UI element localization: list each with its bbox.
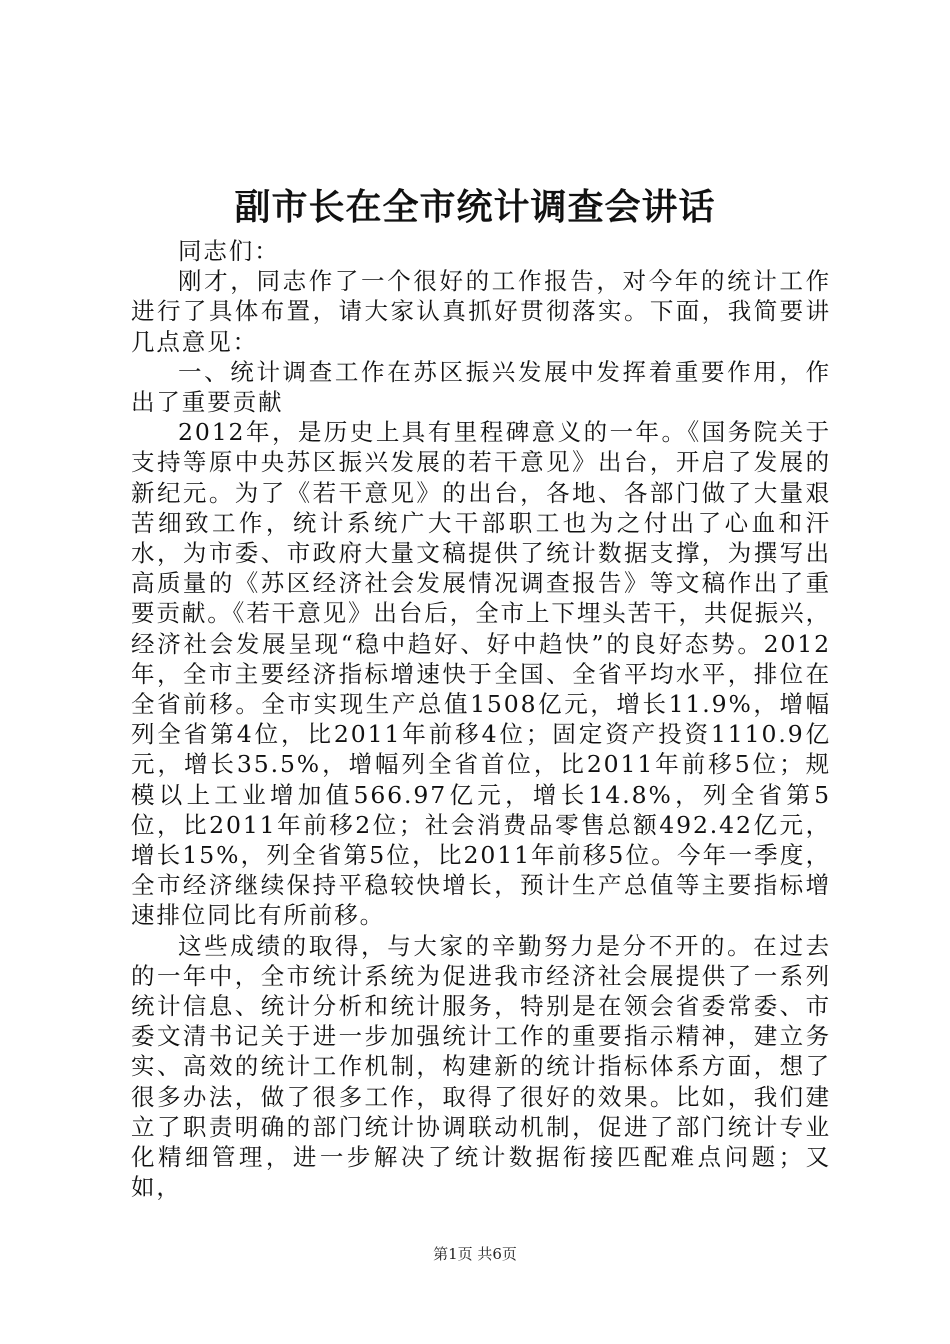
document-title: 副市长在全市统计调查会讲话 (234, 187, 716, 228)
paragraph-achievements: 2012年，是历史上具有里程碑意义的一年。《国务院关于支持等原中央苏区振兴发展的若干意见》出台，开启了发展的新纪元。为了《若干意见》的出台，各地、各部门做了大量艰苦细致工作，统计系统广大干部职工也为之付出了心血和汗水，为市委、市政府大量文稿提供了统计数据支撑，为撰写出高质量的《苏区经济社会发展情况调查报告》等文稿作出了重要贡献。《若干意见》出台后，全市上下埋头苦干，共促振兴，经济社会发展呈现“稳中趋好、好中趋快”的良好态势。2012年，全市主要经济指标增速快于全国、全省平均水平，排位在全省前移。全市实现生产总值1508亿元，增长11.9%，增幅列全省第4位，比2011年前移4位；固定资产投资1110.9亿元，增长35.5%，增幅列全省首位，比2011年前移5位；规模以上工业增加值566.97亿元，增长14.8%，列全省第5位，比2011年前移2位；社会消费品零售总额492.42亿元，增长15%，列全省第5位，比2011年前移5位。今年一季度，全市经济继续保持平稳较快增长，预计生产总值等主要指标增速排位同比有所前移。 (131, 418, 831, 930)
salutation: 同志们： (178, 237, 280, 265)
page-number-footer: 第1页 共6页 (433, 1245, 517, 1263)
section-heading-1: 一、统计调查工作在苏区振兴发展中发挥着重要作用，作出了重要贡献 (131, 357, 831, 417)
document-body (131, 236, 831, 1203)
paragraph-intro: 刚才，同志作了一个很好的工作报告，对今年的统计工作进行了具体布置，请大家认真抓好贯彻落实。下面，我简要讲几点意见： (131, 267, 831, 356)
paragraph-efforts: 这些成绩的取得，与大家的辛勤努力是分不开的。在过去的一年中，全市统计系统为促进我市经济社会展提供了一系列统计信息、统计分析和统计服务，特别是在领会省委常委、市委文清书记关于进一步加强统计工作的重要指示精神，建立务实、高效的统计工作机制，构建新的统计指标体系方面，想了很多办法，做了很多工作，取得了很好的效果。比如，我们建立了职责明确的部门统计协调联动机制，促进了部门统计专业化精细管理，进一步解决了统计数据衔接匹配难点问题；又如， (131, 931, 831, 1202)
